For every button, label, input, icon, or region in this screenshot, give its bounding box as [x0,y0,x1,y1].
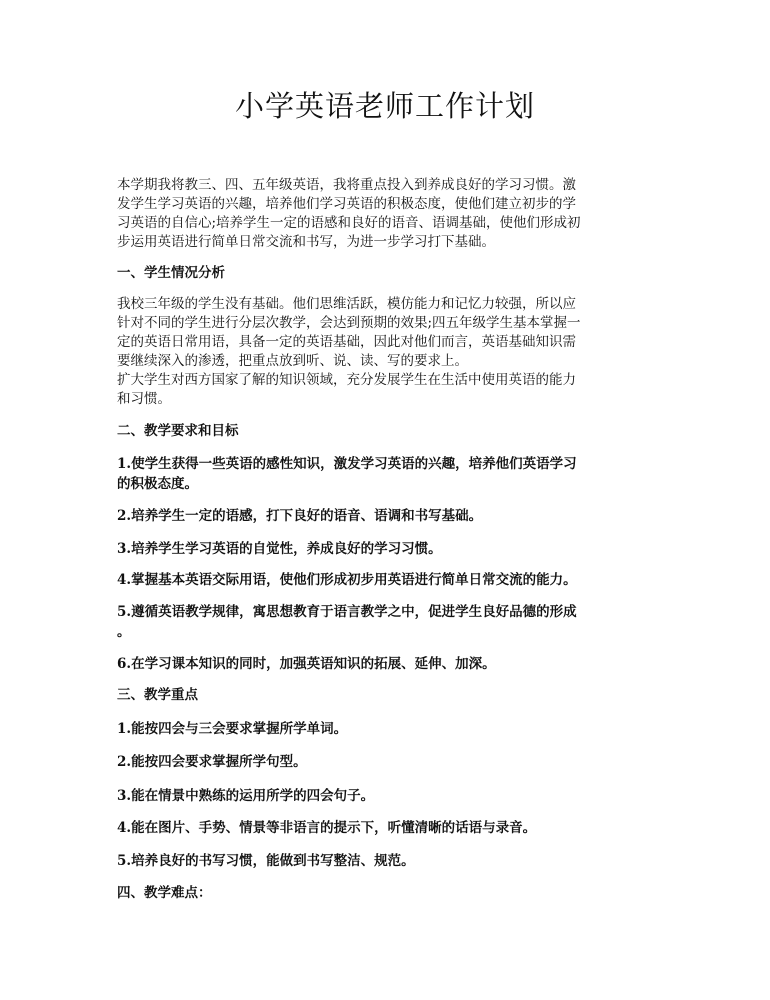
paragraph-line: 定的英语日常用语，具备一定的英语基础，因此对他们而言，英语基础知识需 [117,334,576,350]
intro-line: 本学期我将教三、四、五年级英语，我将重点投入到养成良好的学习习惯。激 [117,177,576,193]
intro-line: 发学生学习英语的兴趣，培养他们学习英语的积极态度，使他们建立初步的学 [117,196,576,212]
goal-item-2: 2.培养学生一定的语感，打下良好的语音、语调和书写基础。 [117,508,483,524]
section-heading-goals: 二、教学要求和目标 [117,423,239,439]
key-point-item-3: 3.能在情景中熟练的运用所学的四会句子。 [117,788,375,804]
paragraph-line: 要继续深入的渗透，把重点放到听、说、读、写的要求上。 [117,353,468,369]
goal-item-3: 3.培养学生学习英语的自觉性，养成良好的学习习惯。 [117,541,442,557]
section-heading-key-points: 三、教学重点 [117,687,198,703]
goal-line: 1.使学生获得一些英语的感性知识，激发学习英语的兴趣，培养他们英语学习 [117,456,577,472]
key-point-item-2: 2.能按四会要求掌握所学句型。 [117,754,307,770]
key-point-item-4: 4.能在图片、手势、情景等非语言的提示下，听懂清晰的话语与录音。 [117,820,537,836]
intro-line: 步运用英语进行简单日常交流和书写，为进一步学习打下基础。 [117,234,495,250]
goal-item-4: 4.掌握基本英语交际用语，使他们形成初步用英语进行简单日常交流的能力。 [117,572,577,588]
key-point-item-5: 5.培养良好的书写习惯，能做到书写整洁、规范。 [117,853,415,869]
intro-line: 习英语的自信心;培养学生一定的语感和良好的语音、语调基础，使他们形成初 [117,215,581,231]
goal-line: 。 [117,624,131,640]
goal-item-6: 6.在学习课本知识的同时，加强英语知识的拓展、延伸、加深。 [117,656,496,672]
intro-paragraph [117,176,657,252]
paragraph-line: 我校三年级的学生没有基础。他们思维活跃，模仿能力和记忆力较强，所以应 [117,296,576,312]
goal-line: 5.遵循英语教学规律，寓思想教育于语言教学之中，促进学生良好品德的形成 [117,604,577,620]
paragraph-line: 扩大学生对西方国家了解的知识领域，充分发展学生在生活中使用英语的能力 [117,372,576,388]
section-heading-student-analysis: 一、学生情况分析 [117,265,225,281]
goal-line: 的积极态度。 [117,476,198,492]
document-title: 小学英语老师工作计划 [234,89,535,123]
goal-item-5 [117,602,657,642]
paragraph-line: 针对不同的学生进行分层次教学，会达到预期的效果;四五年级学生基本掌握一 [117,315,581,331]
paragraph-line: 和习惯。 [117,391,171,407]
section-heading-difficulties: 四、教学难点： [117,885,212,901]
student-analysis-paragraph [117,295,657,409]
key-point-item-1: 1.能按四会与三会要求掌握所学单词。 [117,721,348,737]
goal-item-1 [117,454,657,494]
